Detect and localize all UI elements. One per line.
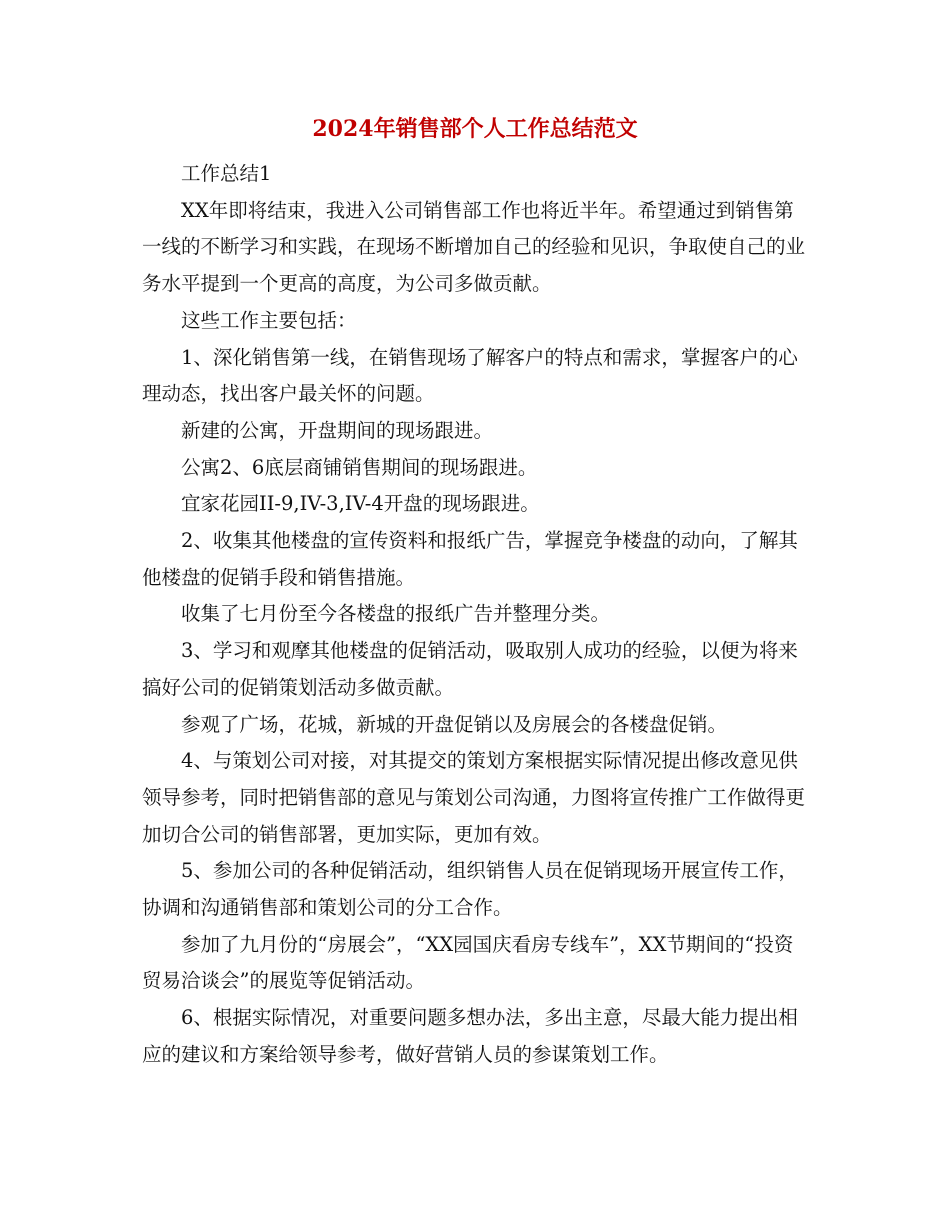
paragraph: 参观了广场，花城，新城的开盘促销以及房展会的各楼盘促销。 xyxy=(181,712,728,736)
document-body xyxy=(142,156,807,1074)
paragraph: 收集了七月份至今各楼盘的报纸广告并整理分类。 xyxy=(181,602,611,626)
paragraph: 6、根据实际情况，对重要问题多想办法，多出主意，尽最大能力提出相应的建议和方案给领导参考，做好营销人员的参谋策划工作。 xyxy=(142,1006,798,1066)
paragraph: XX年即将结束，我进入公司销售部工作也将近半年。希望通过到销售第一线的不断学习和实践，在现场不断增加自己的经验和见识，争取使自己的业务水平提到一个更高的高度，为公司多做贡献。 xyxy=(142,198,806,296)
paragraph: 这些工作主要包括： xyxy=(181,308,357,332)
paragraph: 宜家花园II-9,IV-3,IV-4开盘的现场跟进。 xyxy=(181,492,540,516)
paragraph: 5、参加公司的各种促销活动，组织销售人员在促销现场开展宣传工作，协调和沟通销售部和策划公司的分工合作。 xyxy=(142,859,798,920)
paragraph: 4、与策划公司对接，对其提交的策划方案根据实际情况提出修改意见供领导参考，同时把销售部的意见与策划公司沟通，力图将宣传推广工作做得更加切合公司的销售部署，更加实际，更加有效。 xyxy=(142,749,806,846)
paragraph: 3、学习和观摩其他楼盘的促销活动，吸取别人成功的经验，以便为将来搞好公司的促销策划活动多做贡献。 xyxy=(142,639,798,699)
paragraph: 新建的公寓，开盘期间的现场跟进。 xyxy=(181,418,494,442)
paragraph: 2、收集其他楼盘的宣传资料和报纸广告，掌握竞争楼盘的动向，了解其他楼盘的促销手段和销售措施。 xyxy=(142,529,798,589)
paragraph: 工作总结1 xyxy=(181,162,272,185)
paragraph: 公寓2、6底层商铺销售期间的现场跟进。 xyxy=(181,455,538,479)
paragraph: 1、深化销售第一线，在销售现场了解客户的特点和需求，掌握客户的心理动态，找出客户最关怀的问题。 xyxy=(142,345,798,406)
paragraph: 参加了九月份的“房展会”，“XX园国庆看房专线车”，XX节期间的“投资贸易洽谈会”的展览等促销活动。 xyxy=(142,932,794,993)
document-title: 2024年销售部个人工作总结范文 xyxy=(312,116,638,142)
